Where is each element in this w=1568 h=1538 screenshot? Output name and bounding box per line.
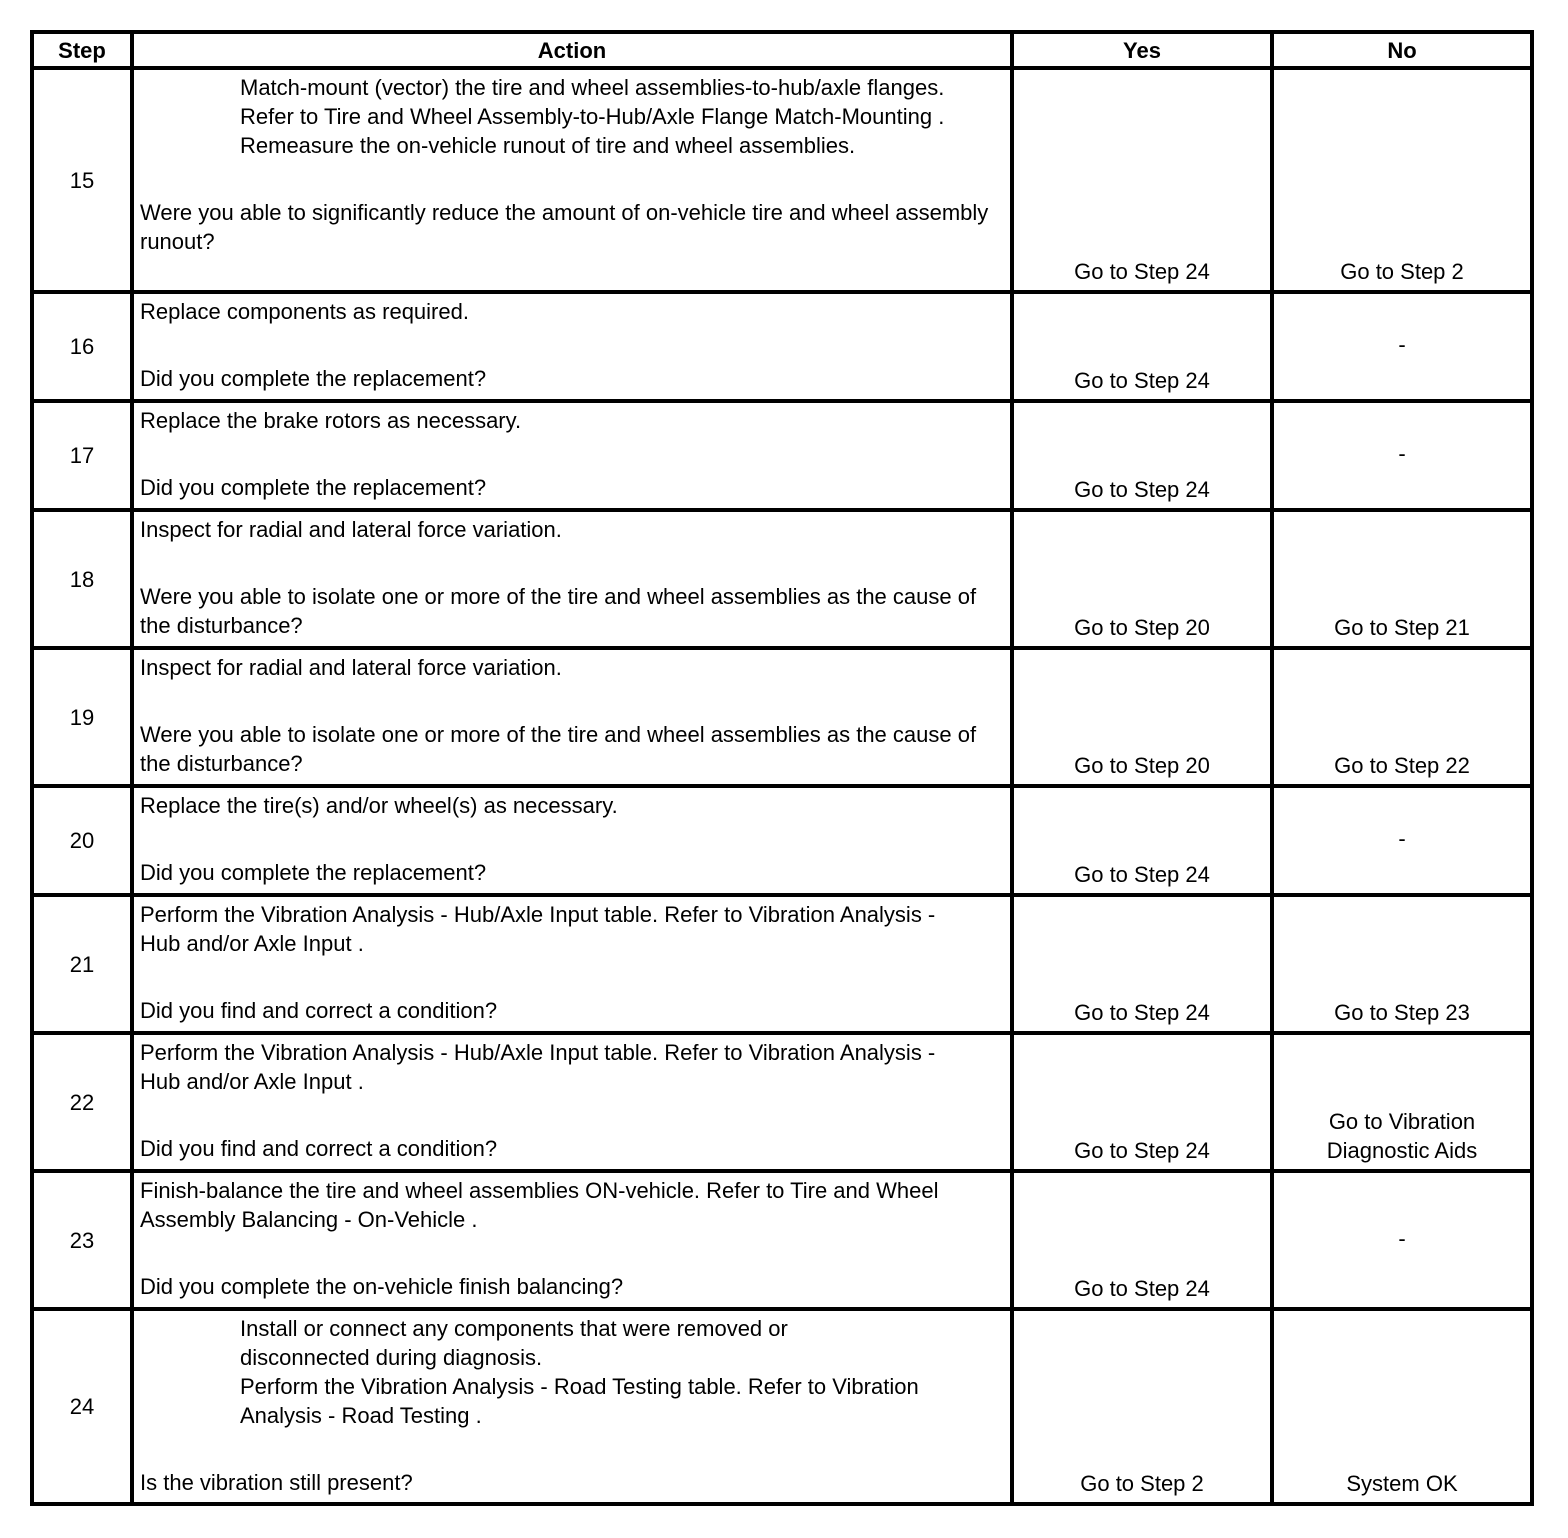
no-result: System OK (1272, 1309, 1532, 1504)
no-result-line: Diagnostic Aids (1326, 1138, 1478, 1163)
table-row (32, 292, 1532, 401)
step-number: 16 (32, 292, 132, 401)
yes-result: Go to Step 24 (1012, 895, 1272, 1033)
instruction-text: Replace the tire(s) and/or wheel(s) as necessary. (140, 793, 618, 818)
table-row (32, 648, 1532, 786)
table-row (32, 1309, 1532, 1504)
table-header-row (32, 32, 1532, 68)
action-cell (132, 895, 1012, 1033)
step-number: 19 (32, 648, 132, 786)
table-row (32, 786, 1532, 895)
table-row (32, 68, 1532, 292)
instruction-text: Inspect for radial and lateral force variation. (140, 655, 562, 680)
instruction-text: Replace components as required. (140, 299, 469, 324)
question-text: Were you able to isolate one or more of the tire and wheel assemblies as the cause of the disturbance? (140, 584, 977, 638)
yes-result: Go to Step 24 (1012, 1033, 1272, 1171)
no-result: - (1272, 1171, 1532, 1309)
yes-result: Go to Step 20 (1012, 648, 1272, 786)
question-text: Did you find and correct a condition? (140, 998, 498, 1023)
instruction-text: Finish-balance the tire and wheel assemblies ON-vehicle. Refer to Tire and Wheel Assembly Balancing - On-Vehicle . (140, 1178, 939, 1232)
substep-text: Remeasure the on-vehicle runout of tire and wheel assemblies. (240, 133, 856, 158)
instruction-text: Perform the Vibration Analysis - Hub/Axle Input table. Refer to Vibration Analysis - Hub and/or Axle Input . (140, 1040, 936, 1094)
diagnostic-table-document (30, 30, 1530, 1506)
no-result (1272, 1033, 1532, 1171)
question-text: Were you able to isolate one or more of the tire and wheel assemblies as the cause of the disturbance? (140, 722, 977, 776)
no-result: Go to Step 22 (1272, 648, 1532, 786)
question-text: Did you complete the on-vehicle finish balancing? (140, 1274, 624, 1299)
question-text: Did you complete the replacement? (140, 860, 487, 885)
header-step: Step (32, 32, 132, 68)
question-text: Were you able to significantly reduce the amount of on-vehicle tire and wheel assembly runout? (140, 200, 989, 254)
question-text: Did you find and correct a condition? (140, 1136, 498, 1161)
question-text: Did you complete the replacement? (140, 475, 487, 500)
table-row (32, 510, 1532, 648)
action-cell (132, 1033, 1012, 1171)
question-text: Did you complete the replacement? (140, 366, 487, 391)
step-number: 20 (32, 786, 132, 895)
step-number: 17 (32, 401, 132, 510)
no-result: - (1272, 786, 1532, 895)
yes-result: Go to Step 24 (1012, 68, 1272, 292)
header-yes: Yes (1012, 32, 1272, 68)
substep-text: Install or connect any components that were removed or disconnected during diagnosis. (240, 1316, 788, 1370)
yes-result: Go to Step 24 (1012, 401, 1272, 510)
step-number: 22 (32, 1033, 132, 1171)
substep-text: Perform the Vibration Analysis - Road Testing table. Refer to Vibration Analysis - Road Testing . (240, 1374, 919, 1428)
action-cell (132, 1171, 1012, 1309)
action-cell (132, 292, 1012, 401)
no-result: - (1272, 401, 1532, 510)
action-cell (132, 68, 1012, 292)
action-cell (132, 648, 1012, 786)
no-result: Go to Step 23 (1272, 895, 1532, 1033)
instruction-text: Replace the brake rotors as necessary. (140, 408, 522, 433)
step-number: 21 (32, 895, 132, 1033)
yes-result: Go to Step 20 (1012, 510, 1272, 648)
question-text: Is the vibration still present? (140, 1470, 413, 1495)
no-result: Go to Step 2 (1272, 68, 1532, 292)
yes-result: Go to Step 24 (1012, 1171, 1272, 1309)
step-number: 23 (32, 1171, 132, 1309)
table-row (32, 401, 1532, 510)
no-result: Go to Step 21 (1272, 510, 1532, 648)
instruction-text: Perform the Vibration Analysis - Hub/Axle Input table. Refer to Vibration Analysis - Hub and/or Axle Input . (140, 902, 936, 956)
action-cell (132, 401, 1012, 510)
diagnostic-table (30, 30, 1534, 1506)
action-cell (132, 510, 1012, 648)
header-no: No (1272, 32, 1532, 68)
header-action: Action (132, 32, 1012, 68)
substep-text: Match-mount (vector) the tire and wheel assemblies-to-hub/axle flanges. Refer to Tire and Wheel Assembly-to-Hub/Axle Flange Match-Mounting . (240, 75, 945, 129)
step-number: 18 (32, 510, 132, 648)
yes-result: Go to Step 2 (1012, 1309, 1272, 1504)
action-cell (132, 786, 1012, 895)
no-result-line: Go to Vibration (1328, 1109, 1476, 1134)
table-row (32, 895, 1532, 1033)
table-row (32, 1033, 1532, 1171)
step-number: 15 (32, 68, 132, 292)
no-result: - (1272, 292, 1532, 401)
yes-result: Go to Step 24 (1012, 292, 1272, 401)
table-row (32, 1171, 1532, 1309)
instruction-text: Inspect for radial and lateral force variation. (140, 517, 562, 542)
yes-result: Go to Step 24 (1012, 786, 1272, 895)
action-cell (132, 1309, 1012, 1504)
step-number: 24 (32, 1309, 132, 1504)
